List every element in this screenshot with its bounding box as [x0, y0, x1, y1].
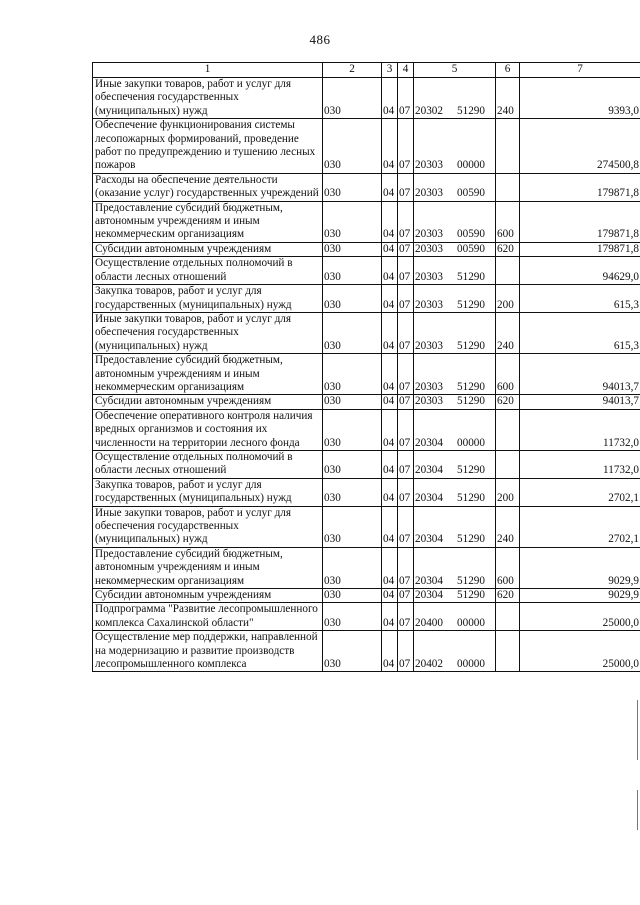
- row-col5-cell: [414, 285, 496, 313]
- row-col5-code-b: 00590: [457, 242, 485, 255]
- table-row: [93, 257, 640, 285]
- header-col-6: 6: [496, 63, 520, 78]
- row-col2-cell: 030: [323, 354, 382, 395]
- row-col2-cell: 030: [323, 201, 382, 242]
- row-amount-cell: 9029,9: [520, 589, 640, 603]
- row-col2-cell: 030: [323, 257, 382, 285]
- row-amount-cell: 94629,0: [520, 257, 640, 285]
- row-name-cell: Закупка товаров, работ и услуг для государственных (муниципальных) нужд: [93, 478, 323, 506]
- row-col4-cell: 07: [398, 312, 414, 353]
- row-col4-cell: 07: [398, 119, 414, 174]
- row-col5-code-b: 00000: [457, 436, 485, 449]
- row-col3-cell: 04: [382, 285, 398, 313]
- row-col5-code-b: 51290: [457, 339, 485, 352]
- table-row: [93, 506, 640, 547]
- row-col3-cell: 04: [382, 589, 398, 603]
- table-row: [93, 478, 640, 506]
- row-col2-cell: 030: [323, 506, 382, 547]
- row-col3-cell: 04: [382, 354, 398, 395]
- row-amount-cell: 11732,0: [520, 450, 640, 478]
- row-col3-cell: 04: [382, 201, 398, 242]
- table-row: [93, 173, 640, 201]
- row-col6-cell: [496, 257, 520, 285]
- row-name-cell: Субсидии автономным учреждениям: [93, 242, 323, 256]
- row-amount-cell: 179871,8: [520, 173, 640, 201]
- row-name-cell: Иные закупки товаров, работ и услуг для обеспечения государственных (муниципальных) нужд: [93, 78, 323, 119]
- budget-table: [92, 62, 640, 672]
- row-col6-cell: 200: [496, 285, 520, 313]
- row-amount-cell: 2702,1: [520, 506, 640, 547]
- row-col3-cell: 04: [382, 119, 398, 174]
- table-row: [93, 547, 640, 588]
- row-col6-cell: 240: [496, 312, 520, 353]
- row-col4-cell: 07: [398, 450, 414, 478]
- row-col4-cell: 07: [398, 201, 414, 242]
- row-col4-cell: 07: [398, 354, 414, 395]
- row-col5-code-b: 51290: [457, 533, 485, 546]
- row-col3-cell: 04: [382, 409, 398, 450]
- row-col3-cell: 04: [382, 242, 398, 256]
- table-row: [93, 119, 640, 174]
- row-col5-code-b: 51290: [457, 380, 485, 393]
- header-col-5: 5: [414, 63, 496, 78]
- row-name-cell: Иные закупки товаров, работ и услуг для обеспечения государственных (муниципальных) нужд: [93, 506, 323, 547]
- row-col5-cell: [414, 119, 496, 174]
- row-name-cell: Субсидии автономным учреждениям: [93, 395, 323, 409]
- row-col6-cell: 240: [496, 506, 520, 547]
- row-col5-code-a: 20303: [415, 187, 443, 200]
- row-col5-cell: [414, 506, 496, 547]
- row-col5-cell: [414, 409, 496, 450]
- table-row: [93, 450, 640, 478]
- row-col2-cell: 030: [323, 395, 382, 409]
- row-col2-cell: 030: [323, 285, 382, 313]
- row-col4-cell: 07: [398, 257, 414, 285]
- row-col2-cell: 030: [323, 589, 382, 603]
- table-row: [93, 242, 640, 256]
- row-col5-code-b: 51290: [457, 104, 485, 117]
- row-col3-cell: 04: [382, 547, 398, 588]
- row-col5-cell: [414, 78, 496, 119]
- row-col4-cell: 07: [398, 506, 414, 547]
- row-amount-cell: 25000,0: [520, 631, 640, 672]
- scan-edge-mark: [637, 790, 638, 830]
- row-amount-cell: 179871,8: [520, 242, 640, 256]
- row-amount-cell: 179871,8: [520, 201, 640, 242]
- row-col2-cell: 030: [323, 631, 382, 672]
- row-amount-cell: 25000,0: [520, 603, 640, 631]
- row-name-cell: Обеспечение функционирования системы лесопожарных формирований, проведение работ по предупреждению и тушению лесных пожаров: [93, 119, 323, 174]
- table-row: [93, 312, 640, 353]
- row-col6-cell: [496, 173, 520, 201]
- row-col5-code-a: 20303: [415, 242, 443, 255]
- row-col5-code-a: 20303: [415, 228, 443, 241]
- row-col2-cell: 030: [323, 450, 382, 478]
- row-name-cell: Иные закупки товаров, работ и услуг для обеспечения государственных (муниципальных) нужд: [93, 312, 323, 353]
- row-col6-cell: 620: [496, 589, 520, 603]
- row-col4-cell: 07: [398, 547, 414, 588]
- row-col3-cell: 04: [382, 173, 398, 201]
- row-amount-cell: 94013,7: [520, 354, 640, 395]
- row-col5-code-b: 00590: [457, 228, 485, 241]
- row-col5-cell: [414, 603, 496, 631]
- table-row: [93, 78, 640, 119]
- row-amount-cell: 615,3: [520, 312, 640, 353]
- row-col2-cell: 030: [323, 242, 382, 256]
- row-col2-cell: 030: [323, 119, 382, 174]
- row-amount-cell: 9393,0: [520, 78, 640, 119]
- row-col4-cell: 07: [398, 242, 414, 256]
- table-row: [93, 395, 640, 409]
- row-col5-code-b: 00000: [457, 616, 485, 629]
- row-col5-code-a: 20303: [415, 380, 443, 393]
- row-col2-cell: 030: [323, 409, 382, 450]
- row-col6-cell: 600: [496, 201, 520, 242]
- row-col6-cell: [496, 603, 520, 631]
- row-col4-cell: 07: [398, 78, 414, 119]
- row-col5-code-a: 20303: [415, 339, 443, 352]
- row-col6-cell: [496, 450, 520, 478]
- table-header-row: [93, 63, 640, 78]
- row-name-cell: Предоставление субсидий бюджетным, автономным учреждениям и иным некоммерческим организациям: [93, 354, 323, 395]
- row-col6-cell: [496, 409, 520, 450]
- row-col2-cell: 030: [323, 547, 382, 588]
- row-col5-code-b: 51290: [457, 574, 485, 587]
- table-row: [93, 201, 640, 242]
- row-col4-cell: 07: [398, 409, 414, 450]
- row-col5-code-b: 00590: [457, 187, 485, 200]
- row-amount-cell: 9029,9: [520, 547, 640, 588]
- row-col5-code-b: 51290: [457, 298, 485, 311]
- row-col3-cell: 04: [382, 603, 398, 631]
- row-col5-cell: [414, 631, 496, 672]
- row-name-cell: Закупка товаров, работ и услуг для государственных (муниципальных) нужд: [93, 285, 323, 313]
- row-amount-cell: 11732,0: [520, 409, 640, 450]
- row-col4-cell: 07: [398, 478, 414, 506]
- row-name-cell: Осуществление отдельных полномочий в области лесных отношений: [93, 450, 323, 478]
- row-col6-cell: 620: [496, 242, 520, 256]
- row-col4-cell: 07: [398, 631, 414, 672]
- row-col5-code-a: 20304: [415, 464, 443, 477]
- header-col-1: 1: [93, 63, 323, 78]
- row-col4-cell: 07: [398, 589, 414, 603]
- row-col4-cell: 07: [398, 173, 414, 201]
- table-row: [93, 631, 640, 672]
- header-col-4: 4: [398, 63, 414, 78]
- header-col-3: 3: [382, 63, 398, 78]
- table-row: [93, 603, 640, 631]
- header-col-2: 2: [323, 63, 382, 78]
- row-col5-cell: [414, 547, 496, 588]
- row-col5-code-a: 20303: [415, 395, 443, 408]
- row-col3-cell: 04: [382, 395, 398, 409]
- row-col5-cell: [414, 201, 496, 242]
- row-amount-cell: 94013,7: [520, 395, 640, 409]
- row-col5-cell: [414, 312, 496, 353]
- row-col5-code-a: 20303: [415, 298, 443, 311]
- row-name-cell: Осуществление мер поддержки, направленной на модернизацию и развитие производств лесопромышленного комплекса: [93, 631, 323, 672]
- row-col5-code-b: 51290: [457, 464, 485, 477]
- row-col5-cell: [414, 354, 496, 395]
- row-col6-cell: 620: [496, 395, 520, 409]
- row-col5-code-a: 20400: [415, 616, 443, 629]
- row-col5-code-b: 00000: [457, 658, 485, 671]
- row-col5-cell: [414, 257, 496, 285]
- table-row: [93, 589, 640, 603]
- row-col2-cell: 030: [323, 312, 382, 353]
- row-col5-code-a: 20303: [415, 270, 443, 283]
- row-col6-cell: 600: [496, 354, 520, 395]
- row-name-cell: Обеспечение оперативного контроля наличия вредных организмов и состояния их численности на территории лесного фонда: [93, 409, 323, 450]
- row-col3-cell: 04: [382, 450, 398, 478]
- row-col6-cell: [496, 631, 520, 672]
- row-col3-cell: 04: [382, 78, 398, 119]
- table-row: [93, 354, 640, 395]
- row-col5-code-a: 20302: [415, 104, 443, 117]
- row-col4-cell: 07: [398, 285, 414, 313]
- row-name-cell: Предоставление субсидий бюджетным, автономным учреждениям и иным некоммерческим организациям: [93, 547, 323, 588]
- row-col3-cell: 04: [382, 478, 398, 506]
- page-number: 486: [309, 32, 331, 47]
- header-col-7: 7: [520, 63, 640, 78]
- row-col3-cell: 04: [382, 312, 398, 353]
- row-col5-code-b: 00000: [457, 159, 485, 172]
- row-amount-cell: 2702,1: [520, 478, 640, 506]
- row-col2-cell: 030: [323, 78, 382, 119]
- row-col5-code-a: 20304: [415, 533, 443, 546]
- row-col5-cell: [414, 589, 496, 603]
- row-col3-cell: 04: [382, 257, 398, 285]
- row-col5-cell: [414, 395, 496, 409]
- row-col5-cell: [414, 450, 496, 478]
- row-col5-code-b: 51290: [457, 492, 485, 505]
- row-col5-cell: [414, 173, 496, 201]
- row-col5-code-b: 51290: [457, 270, 485, 283]
- row-col5-code-b: 51290: [457, 589, 485, 602]
- table-row: [93, 285, 640, 313]
- row-name-cell: Субсидии автономным учреждениям: [93, 589, 323, 603]
- row-col2-cell: 030: [323, 478, 382, 506]
- row-col6-cell: [496, 119, 520, 174]
- row-col6-cell: 240: [496, 78, 520, 119]
- row-col5-code-a: 20303: [415, 159, 443, 172]
- row-col5-code-a: 20402: [415, 658, 443, 671]
- row-col5-code-a: 20304: [415, 492, 443, 505]
- row-col5-cell: [414, 242, 496, 256]
- row-col6-cell: 600: [496, 547, 520, 588]
- row-amount-cell: 274500,8: [520, 119, 640, 174]
- row-col5-code-a: 20304: [415, 436, 443, 449]
- row-col2-cell: 030: [323, 173, 382, 201]
- row-col5-code-a: 20304: [415, 589, 443, 602]
- row-name-cell: Расходы на обеспечение деятельности (оказание услуг) государственных учреждений: [93, 173, 323, 201]
- row-name-cell: Осуществление отдельных полномочий в области лесных отношений: [93, 257, 323, 285]
- table-row: [93, 409, 640, 450]
- row-col5-code-b: 51290: [457, 395, 485, 408]
- row-name-cell: Подпрограмма "Развитие лесопромышленного комплекса Сахалинской области": [93, 603, 323, 631]
- row-col5-cell: [414, 478, 496, 506]
- row-col6-cell: 200: [496, 478, 520, 506]
- row-col4-cell: 07: [398, 603, 414, 631]
- scan-edge-mark: [637, 700, 638, 760]
- row-col3-cell: 04: [382, 506, 398, 547]
- row-amount-cell: 615,3: [520, 285, 640, 313]
- row-name-cell: Предоставление субсидий бюджетным, автономным учреждениям и иным некоммерческим организациям: [93, 201, 323, 242]
- row-col2-cell: 030: [323, 603, 382, 631]
- row-col5-code-a: 20304: [415, 574, 443, 587]
- row-col4-cell: 07: [398, 395, 414, 409]
- row-col3-cell: 04: [382, 631, 398, 672]
